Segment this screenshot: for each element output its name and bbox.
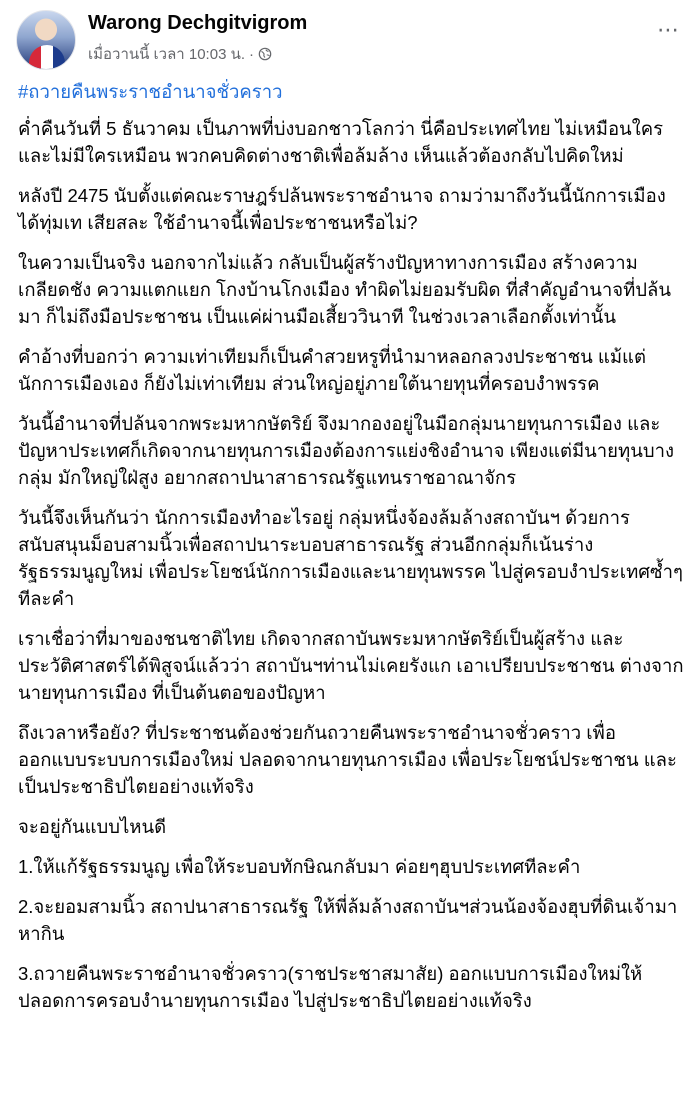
post-paragraph-5: วันนี้อำนาจที่ปล้นจากพระมหากษัตริย์ จึงมากองอยู่ในมือกลุ่มนายทุนการเมือง และปัญหาประเทศก็เกิดจากนายทุนการเมืองต้องการแย่งชิงอำนาจ เพียงแต่มีนายทุนบางกลุ่ม มักใหญ่ใฝ่สูง อยากสถาปนาสาธารณรัฐแทนราชอาณาจักร bbox=[18, 413, 675, 488]
post-paragraph-8: ถึงเวลาหรือยัง? ที่ประชาชนต้องช่วยกันถวายคืนพระราชอำนาจชั่วคราว เพื่อออกแบบระบบการเมืองใหม่ ปลอดจากนายทุนการเมือง เพื่อประโยชน์ประชาชน และเป็นประชาธิปไตยอย่างแท้จริง bbox=[18, 722, 677, 797]
meta-separator: · bbox=[249, 45, 255, 63]
timestamp[interactable]: เมื่อวานนี้ เวลา 10:03 น. bbox=[88, 46, 246, 63]
post-question: จะอยู่กันแบบไหนดี bbox=[18, 816, 167, 837]
post-meta bbox=[88, 42, 272, 66]
hashtag-link[interactable]: #ถวายคืนพระราชอำนาจชั่วคราว bbox=[18, 81, 283, 102]
more-options-icon[interactable]: ⋯ bbox=[657, 18, 680, 43]
post-paragraph-1: ค่ำคืนวันที่ 5 ธันวาคม เป็นภาพที่บ่งบอกชาวโลกว่า นี่คือประเทศไทย ไม่เหมือนใครและไม่มีใครเหมือน พวกคบคิดต่างชาติเพื่อล้มล้าง เห็นแล้วต้องกลับไปคิดใหม่ bbox=[18, 118, 664, 166]
post-paragraph-6: วันนี้จึงเห็นกันว่า นักการเมืองทำอะไรอยู่ กลุ่มหนึ่งจ้องล้มล้างสถาบันฯ ด้วยการสนับสนุนม็อบสามนิ้วเพื่อสถาปนาระบอบสาธารณรัฐ ส่วนอีกกลุ่มก็เน้นร่างรัฐธรรมนูญใหม่ เพื่อประโยชน์นักการเมืองและนายทุนพรรค ไปสู่ครอบงำประเทศซ้ำๆทีละคำ bbox=[18, 507, 683, 609]
option-1: 1.ให้แก้รัฐธรรมนูญ เพื่อให้ระบอบทักษิณกลับมา ค่อยๆฮุบประเทศทีละคำ bbox=[18, 856, 581, 877]
post-paragraph-2: หลังปี 2475 นับตั้งแต่คณะราษฎร์ปล้นพระราชอำนาจ ถามว่ามาถึงวันนี้นักการเมือง ได้ทุ่มเท เสียสละ ใช้อำนาจนี้เพื่อประชาชนหรือไม่? bbox=[18, 185, 666, 233]
post-header bbox=[14, 8, 686, 64]
post-paragraph-4: คำอ้างที่บอกว่า ความเท่าเทียมก็เป็นคำสวยหรูที่นำมาหลอกลวงประชาชน แม้แต่นักการเมืองเอง ก็ยังไม่เท่าเทียม ส่วนใหญ่อยู่ภายใต้นายทุนที่ครอบงำพรรค bbox=[18, 346, 646, 394]
post-paragraph-3: ในความเป็นจริง นอกจากไม่แล้ว กลับเป็นผู้สร้างปัญหาทางการเมือง สร้างความเกลียดชัง ความแตกแยก โกงบ้านโกงเมือง ทำผิดไม่ยอมรับผิด ที่สำคัญอำนาจที่ปล้นมา ก็ไม่ถึงมือประชาชน เป็นแค่ผ่านมือเสี้ยววินาที ในช่วงเวลาเลือกตั้งเท่านั้น bbox=[18, 252, 672, 327]
option-3: 3.ถวายคืนพระราชอำนาจชั่วคราว(ราชประชาสมาสัย) ออกแบบการเมืองใหม่ให้ปลอดการครอบงำนายทุนการเมือง ไปสู่ประชาธิปไตยอย่างแท้จริง bbox=[18, 963, 643, 1011]
globe-icon bbox=[258, 47, 272, 61]
post-paragraph-7: เราเชื่อว่าที่มาของชนชาติไทย เกิดจากสถาบันพระมหากษัตริย์เป็นผู้สร้าง และประวัติศาสตร์ได้พิสูจน์แล้วว่า สถาบันฯท่านไม่เคยรังแก เอาเปรียบประชาชน ต่างจากนายทุนการเมือง ที่เป็นต้นตอของปัญหา bbox=[18, 628, 684, 703]
option-2: 2.จะยอมสามนิ้ว สถาปนาสาธารณรัฐ ให้พี่ล้มล้างสถาบันฯส่วนน้องจ้องฮุบที่ดินเจ้ามาหากิน bbox=[18, 896, 678, 944]
post-body bbox=[18, 78, 684, 1027]
avatar-shirt bbox=[29, 45, 65, 70]
avatar[interactable] bbox=[16, 10, 76, 70]
author-name[interactable]: Warong Dechgitvigrom bbox=[88, 12, 308, 34]
